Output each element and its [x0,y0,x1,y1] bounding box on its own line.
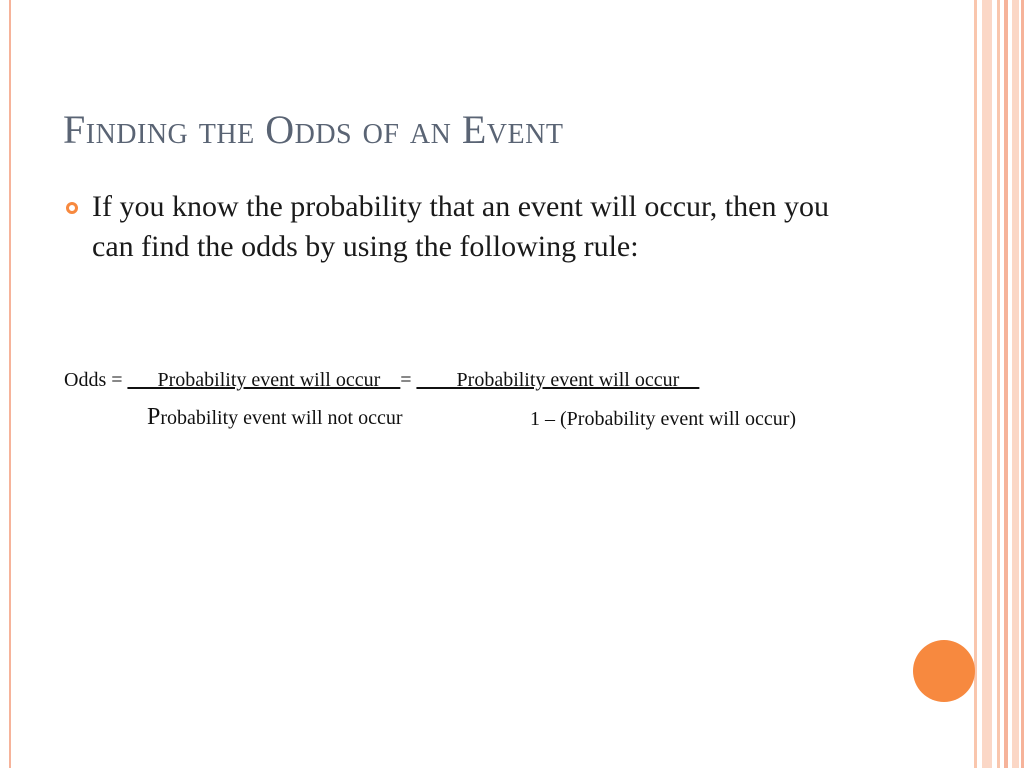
denominator-rest: robability event will not occur [160,407,403,429]
bullet-text: If you know the probability that an event will occur, then you can find the odds by using the following rule: [92,190,829,263]
denominator-first-letter: P [147,404,161,430]
stripe [982,0,992,768]
formula-denominator-2: 1 – (Probability event will occur) [530,408,797,430]
stripe [974,0,977,768]
formula-equals: = [400,369,417,391]
left-border-line [9,0,11,768]
slide-title: Finding the Odds of an Event [63,107,564,152]
stripe [1004,0,1008,768]
bullet-circle-icon [66,202,78,214]
orange-dot-icon [913,640,975,702]
stripe [997,0,1000,768]
formula-numerator-line [64,369,699,392]
formula-numerator-2: ____Probability event will occur__ [416,369,700,391]
formula-denominator-1 [147,404,403,431]
right-decorative-stripes [974,0,1024,768]
stripe [1012,0,1019,768]
formula-lhs: Odds = [64,369,128,391]
formula-numerator-1: ___Probability event will occur__ [127,369,401,391]
